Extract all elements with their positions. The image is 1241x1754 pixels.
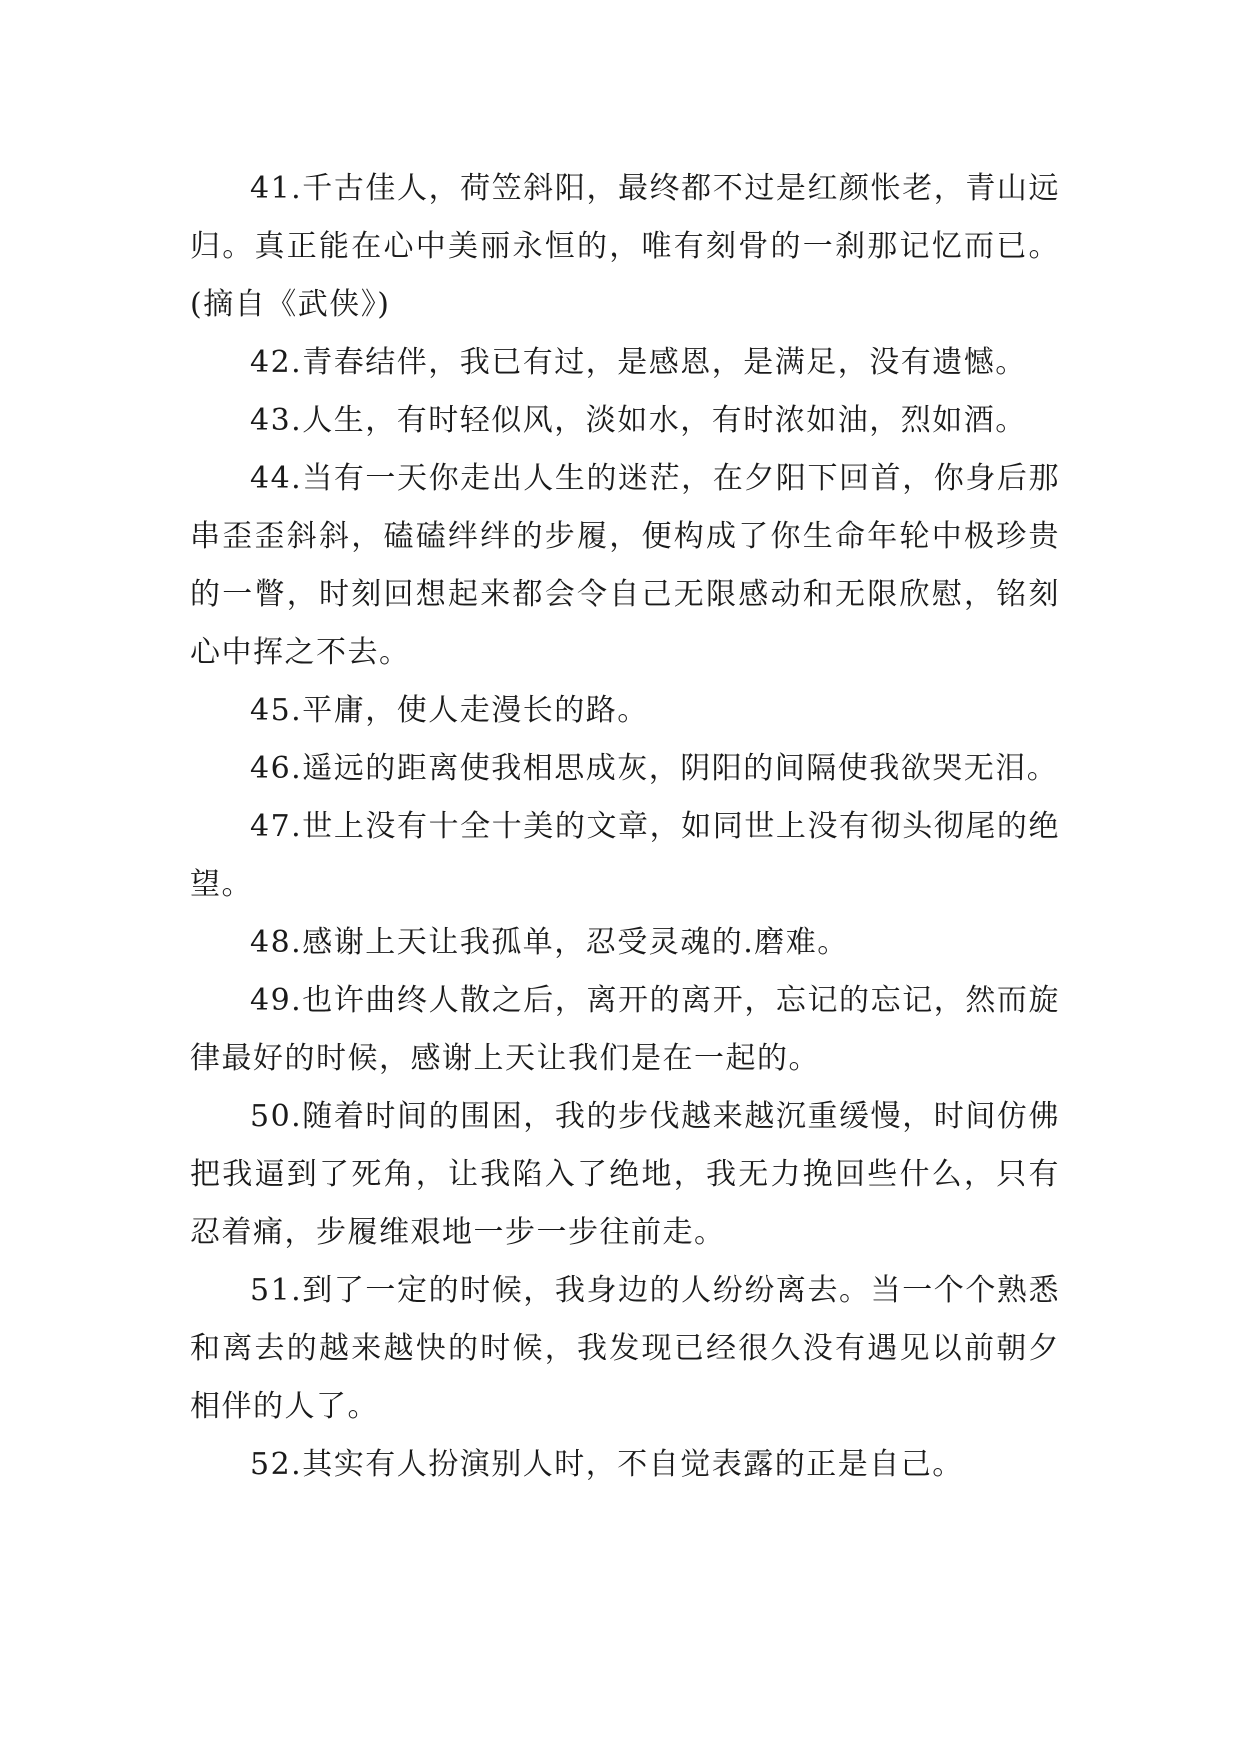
paragraph-47: 47.世上没有十全十美的文章，如同世上没有彻头彻尾的绝望。	[190, 809, 1060, 902]
paragraph-41: 41.千古佳人，荷笠斜阳，最终都不过是红颜怅老，青山远归。真正能在心中美丽永恒的，唯有刻骨的一刹那记忆而已。(摘自《武侠》)	[190, 171, 1060, 322]
paragraph-50: 50.随着时间的围困，我的步伐越来越沉重缓慢，时间仿佛把我逼到了死角，让我陷入了绝地，我无力挽回些什么，只有忍着痛，步履维艰地一步一步往前走。	[190, 1099, 1060, 1250]
paragraph-45: 45.平庸，使人走漫长的路。	[250, 693, 649, 728]
paragraph-52: 52.其实有人扮演别人时，不自觉表露的正是自己。	[250, 1447, 964, 1482]
paragraph-46: 46.遥远的距离使我相思成灰，阴阳的间隔使我欲哭无泪。	[250, 751, 1059, 786]
paragraph-49: 49.也许曲终人散之后，离开的离开，忘记的忘记，然而旋律最好的时候，感谢上天让我们是在一起的。	[190, 983, 1060, 1076]
paragraph-51: 51.到了一定的时候，我身边的人纷纷离去。当一个个熟悉和离去的越来越快的时候，我发现已经很久没有遇见以前朝夕相伴的人了。	[190, 1273, 1060, 1424]
paragraph-43: 43.人生，有时轻似风，淡如水，有时浓如油，烈如酒。	[250, 403, 1027, 438]
paragraph-42: 42.青春结伴，我已有过，是感恩，是满足，没有遗憾。	[250, 345, 1027, 380]
document-body	[190, 160, 1060, 1494]
paragraph-44: 44.当有一天你走出人生的迷茫，在夕阳下回首，你身后那串歪歪斜斜，磕磕绊绊的步履，便构成了你生命年轮中极珍贵的一瞥，时刻回想起来都会令自己无限感动和无限欣慰，铭刻心中挥之不去。	[190, 461, 1060, 670]
paragraph-48: 48.感谢上天让我孤单，忍受灵魂的.磨难。	[250, 925, 849, 960]
